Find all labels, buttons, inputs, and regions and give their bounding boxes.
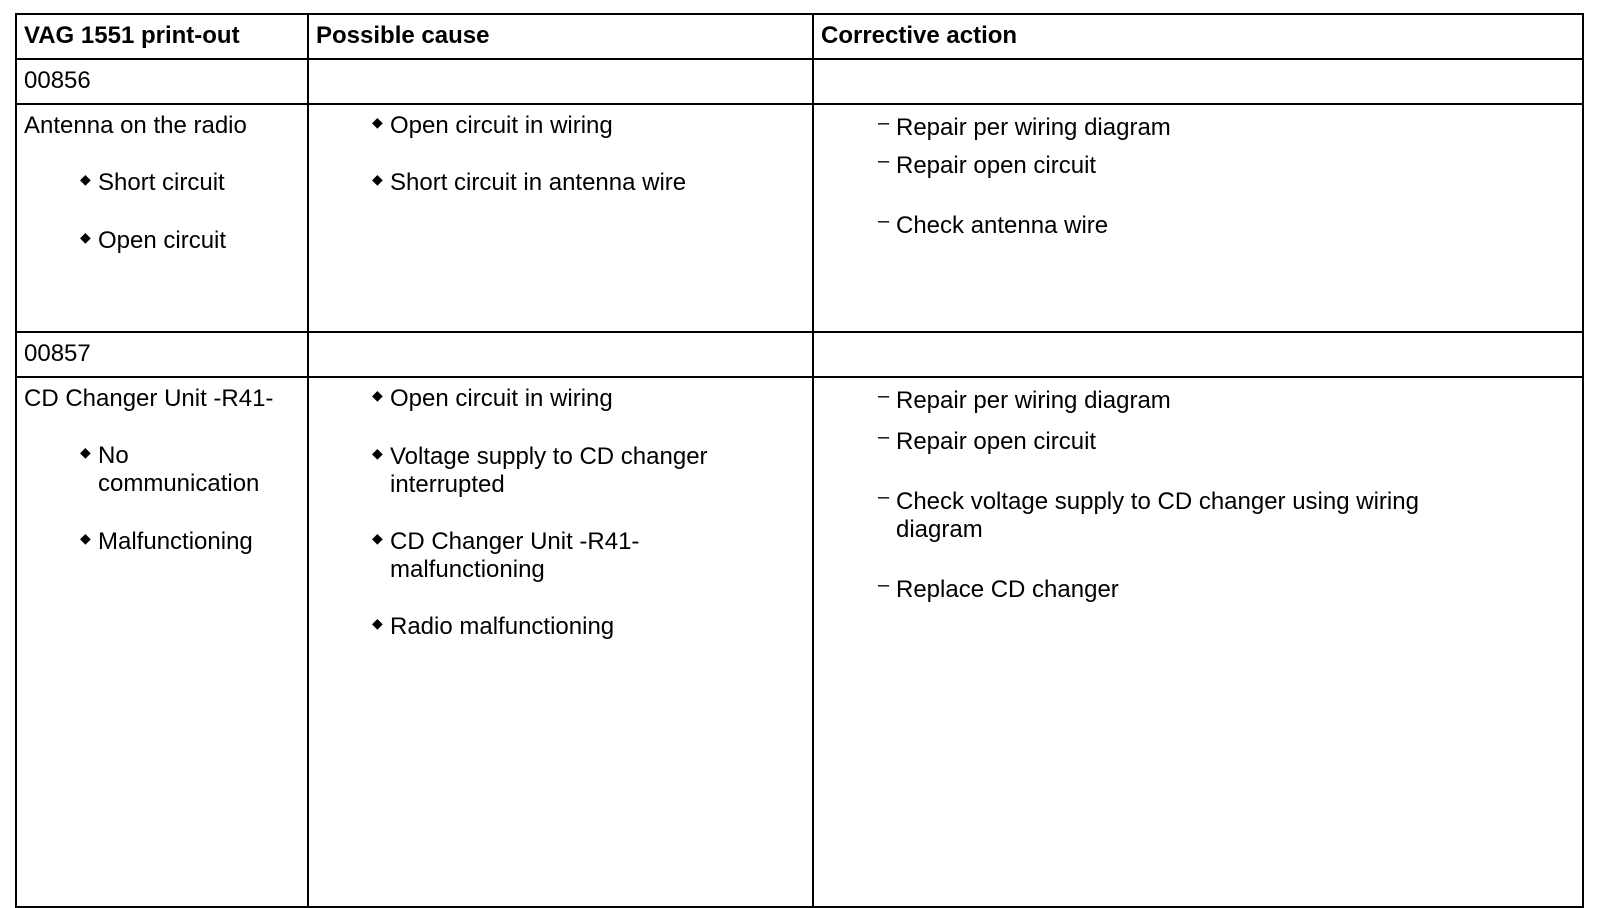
cause-item: ◆ Open circuit in wiring [372, 112, 613, 139]
action-item: – Repair per wiring diagram [878, 385, 1171, 414]
row-divider [15, 376, 1584, 378]
fault-item: ◆ Short circuit [80, 169, 225, 196]
fault-item: ◆ Open circuit [80, 227, 227, 254]
cause-item: ◆ Radio malfunctioning [372, 613, 615, 640]
action-item: – Check antenna wire [878, 210, 1109, 239]
header-corrective-action: Corrective action [821, 22, 1018, 49]
fault-item: ◆ Malfunctioning [80, 528, 253, 555]
bullet-icon: ◆ [80, 530, 91, 546]
dash-icon: – [878, 112, 890, 134]
fault-code: 00856 [24, 67, 91, 94]
fault-code: 00857 [24, 340, 91, 367]
column-divider [812, 13, 814, 908]
bullet-icon: ◆ [372, 615, 383, 631]
cause-item: ◆ Short circuit in antenna wire [372, 169, 687, 196]
bullet-icon: ◆ [372, 445, 383, 461]
component-name: CD Changer Unit -R41- [24, 385, 274, 412]
bullet-icon: ◆ [80, 171, 91, 187]
dash-icon: – [878, 426, 890, 448]
fault-code-table [15, 13, 1584, 908]
cause-item: ◆ Open circuit in wiring [372, 385, 613, 412]
bullet-icon: ◆ [80, 229, 91, 245]
dash-icon: – [878, 574, 890, 596]
bullet-icon: ◆ [372, 530, 383, 546]
action-item: – Repair per wiring diagram [878, 112, 1171, 141]
component-name: Antenna on the radio [24, 112, 247, 139]
column-divider [307, 13, 309, 908]
action-item: – Replace CD changer [878, 574, 1119, 603]
fault-item: ◆ No communication [80, 442, 260, 497]
bullet-icon: ◆ [372, 114, 383, 130]
action-item: – Repair open circuit [878, 150, 1097, 179]
row-divider [15, 58, 1584, 60]
dash-icon: – [878, 486, 890, 508]
header-printout: VAG 1551 print-out [24, 22, 240, 49]
header-possible-cause: Possible cause [316, 22, 490, 49]
bullet-icon: ◆ [80, 444, 91, 460]
action-item: – Check voltage supply to CD changer using wiring diagram [878, 486, 1419, 543]
row-divider [15, 331, 1584, 333]
bullet-icon: ◆ [372, 387, 383, 403]
action-item: – Repair open circuit [878, 426, 1097, 455]
cause-item: ◆ CD Changer Unit -R41- malfunctioning [372, 528, 640, 583]
row-divider [15, 103, 1584, 105]
bullet-icon: ◆ [372, 171, 383, 187]
dash-icon: – [878, 385, 890, 407]
cause-item: ◆ Voltage supply to CD changer interrupted [372, 443, 708, 498]
dash-icon: – [878, 210, 890, 232]
dash-icon: – [878, 150, 890, 172]
